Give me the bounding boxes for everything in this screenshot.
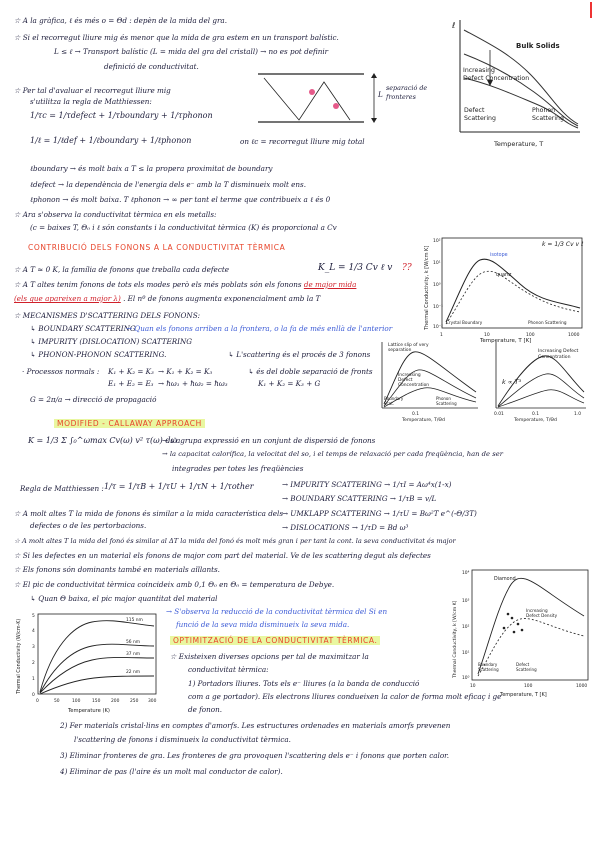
fig-top-defect-conc: Defect Concentration bbox=[463, 75, 530, 82]
lower-line-7b: funció de la seva mida disminueix la seva mida. bbox=[176, 620, 350, 629]
fig-mid-tick-x-1: 10 bbox=[484, 333, 490, 338]
figure-diamond bbox=[448, 566, 592, 700]
intro-line-4: definició de conductivitat. bbox=[104, 62, 199, 71]
fig-top-defect-scat-1: Defect bbox=[464, 107, 485, 114]
umklapp-note: ↳ és del doble separació de fronts bbox=[248, 367, 373, 376]
fig-s1-top-2: separation bbox=[388, 348, 412, 353]
g-definition: G = 2π/a → direcció de propagació bbox=[30, 395, 157, 404]
fig-mid-phonon: Phonon Scattering bbox=[528, 320, 567, 325]
fig-si-ylabel: Thermal Conductivity (W/cm-K) bbox=[17, 618, 22, 694]
option-4: 4) Eliminar de pas (l'aire és un molt mal conductor de calor). bbox=[60, 767, 283, 776]
fig-mid-tick-y-4: 10⁻² bbox=[433, 325, 443, 330]
figure-bulk-solids bbox=[450, 14, 584, 150]
lower-line-4: ☆ Els fonons són dominants també en materials aïllants. bbox=[14, 565, 220, 574]
fig-mid-tick-x-3: 1000 bbox=[568, 333, 580, 338]
fig-s2-tick-2: 0.1 bbox=[532, 412, 539, 417]
fig-mid-tick-y-2: 10⁰ bbox=[433, 283, 441, 288]
fig-s1-pscat-2: Scattering bbox=[436, 401, 457, 406]
fig-si-label-1: 56 nm bbox=[126, 640, 141, 645]
fig-diamond-d-2: Scattering bbox=[516, 667, 537, 672]
fig-si-label-3: 22 nm bbox=[126, 670, 141, 675]
fig-diamond-b-2: Scattering bbox=[478, 667, 499, 672]
phonon-intro-2: (c = baixes T, Θ₀ i ℓ són constants i la conductivitat tèrmica (K) és proporcional a Cv bbox=[30, 223, 337, 232]
mechanism-phonon-phonon: ↳ PHONON-PHONON SCATTERING. bbox=[30, 350, 167, 359]
fig-si-xlabel: Temperature (K) bbox=[68, 708, 110, 714]
fig-mid-ylabel: Thermal Conductivity, k [W/cm K] bbox=[424, 245, 430, 330]
fig-si-label-2: 37 nm bbox=[126, 652, 141, 657]
fig-mid-formula: k = 1/3 Cv v ℓ bbox=[542, 241, 584, 248]
fig-diamond-tick-y-0: 10⁴ bbox=[462, 571, 470, 576]
figure-si-nanowires bbox=[12, 608, 162, 716]
option-1c: de fonon. bbox=[188, 705, 222, 714]
fig-si-tick-x-4: 200 bbox=[111, 699, 120, 704]
phonon-intro-1: ☆ Ara s'observa la conductivitat tèrmica en els metalls: bbox=[14, 210, 217, 219]
normal-eq-2: E₁ + E₂ = E₃ bbox=[108, 379, 154, 388]
fig-top-increasing: Increasing bbox=[463, 67, 495, 74]
callaway-note-2: → la capacitat calorífica, la velocitat del so, i el temps de relaxació per cada freqüència, han de ser bbox=[162, 450, 503, 458]
mechanism-boundary: ↳ BOUNDARY SCATTERING bbox=[30, 324, 136, 333]
kl-formula: K_L = 1/3 Cv ℓ v bbox=[318, 263, 393, 273]
fig-si-tick-x-1: 50 bbox=[54, 699, 60, 704]
fig-s1-xlabel: Temperature, T/Θd bbox=[402, 418, 445, 422]
fig-si-tick-x-3: 150 bbox=[92, 699, 101, 704]
defect-note: ℓdefect → la dependència de l'energia dels e⁻ amb la T disminueix molt ens. bbox=[30, 180, 307, 189]
heading-callaway: MODIFIED - CALLAWAY APPROACH bbox=[54, 419, 205, 428]
fig-diamond-tick-x-1: 100 bbox=[524, 684, 533, 689]
fig-si-tick-y-3: 3 bbox=[32, 645, 35, 650]
fig-diamond-tick-y-4: 10⁰ bbox=[462, 676, 470, 681]
boundary-note: ℓboundary → és molt baix a T ≤ la propera proximitat de boundary bbox=[30, 164, 273, 173]
fig-diamond-b-1: Boundary bbox=[478, 662, 498, 667]
fig-s2-xlabel: Temperature, T/Θd bbox=[514, 418, 557, 422]
section2-line-2a: ☆ A T altes tenim fonons de tots els modes però els més poblats són els fonons bbox=[14, 280, 302, 289]
fig-s1-bscat: Boundary bbox=[384, 396, 404, 401]
fig-mid-boundary: Crystal Boundary bbox=[446, 320, 483, 325]
matthiessen-rule: 1/τ = 1/τB + 1/τU + 1/τN + 1/τother bbox=[104, 482, 254, 491]
matthiessen-l-formula: 1/ℓ = 1/ℓdef + 1/ℓboundary + 1/ℓphonon bbox=[30, 136, 192, 145]
scatter-dislocations: → DISLOCATIONS → 1/τD = Bd ω³ bbox=[282, 523, 409, 532]
heading-phonon-contribution: CONTRIBUCIÓ DELS FONONS A LA CONDUCTIVITAT TÈRMICA bbox=[28, 243, 286, 252]
question-marks: ?? bbox=[402, 263, 412, 273]
mechanism-impurity: ↳ IMPURITY (DISLOCATION) SCATTERING bbox=[30, 337, 193, 346]
reflection-L-label: L bbox=[378, 90, 383, 99]
fig-s2-label-1: Increasing Defect bbox=[538, 349, 579, 354]
lower-line-6: ↳ Quan Θ baixa, el pic major quantitat del material bbox=[30, 594, 218, 603]
fig-top-ylabel: ℓ bbox=[452, 21, 456, 30]
fig-si-tick-y-0: 0 bbox=[32, 693, 35, 698]
fig-si-tick-x-2: 100 bbox=[72, 699, 81, 704]
callaway-note-3: integrades per totes les freqüències bbox=[172, 464, 304, 473]
fig-diamond-xlabel: Temperature, T [K] bbox=[500, 692, 547, 698]
section2-line-3b: . El nº de fonons augmenta exponencialment amb la T bbox=[123, 294, 321, 303]
fig-si-tick-y-2: 2 bbox=[32, 661, 35, 666]
figure-conductivity-mid bbox=[420, 232, 590, 346]
fig-mid-tick-y-3: 10⁻¹ bbox=[433, 305, 443, 310]
mechanism-pp-note: ↳ L'scattering és el procés de 3 fonons bbox=[228, 350, 371, 359]
fig-si-tick-y-4: 4 bbox=[32, 629, 35, 634]
fig-diamond-tick-y-1: 10³ bbox=[462, 599, 470, 604]
section2-line-2 bbox=[14, 280, 356, 289]
fig-s2-label-2: Concentration bbox=[538, 355, 571, 360]
intro-line-2: ☆ Si el recorregut lliure mig és menor que la mida de gra estem en un transport balístic. bbox=[14, 33, 339, 42]
option-2b: l'scattering de fonons i disminueix la conductivitat tèrmica. bbox=[74, 735, 291, 744]
phonon-note: ℓphonon → és molt baixa. T ℓphonon → ∞ per tant el terme que contribueix a ℓ és 0 bbox=[30, 195, 331, 204]
figure-small-1 bbox=[372, 338, 482, 422]
lower-line-1: ☆ A molt altes T la mida de fonons és similar a la mida característica dels bbox=[14, 509, 284, 518]
fig-top-phonon-scat-2: Scattering bbox=[532, 115, 564, 122]
fig-mid-tick-x-2: 100 bbox=[526, 333, 535, 338]
fig-diamond-tick-x-2: 1000 bbox=[576, 684, 588, 689]
fig-top-xlabel: Temperature, T bbox=[494, 140, 544, 148]
lower-line-7: → S'observa la reducció de la conductivitat tèrmica del Si en bbox=[166, 607, 388, 616]
fig-s1-low-2: Defect bbox=[398, 378, 413, 383]
mechanisms-title: ☆ MECANISMES D'SCATTERING DELS FONONS: bbox=[14, 311, 201, 320]
fig-s1-pscat: Phonon bbox=[436, 396, 451, 401]
section2-line-3 bbox=[14, 294, 320, 303]
intro-line-3: L ≤ ℓ → Transport balístic (L = mida del gra del cristall) → no es pot definir bbox=[54, 47, 329, 56]
scatter-umklapp: → UMKLAPP SCATTERING → 1/τU = Bω²T e^(-Θ/3T) bbox=[282, 509, 477, 518]
fig-si-label-0: 115 nm bbox=[126, 618, 143, 623]
normal-arrow: → K₁ + K₂ = K₃ bbox=[158, 367, 213, 376]
matthiessen-intro-2: s'utilitza la regla de Matthiessen: bbox=[30, 97, 152, 106]
fig-si-tick-y-1: 1 bbox=[32, 677, 35, 682]
lower-line-1b: defectes o de les pertorbacions. bbox=[30, 521, 147, 530]
normal-arrow-2: → ħω₁ + ħω₂ = ħω₃ bbox=[158, 379, 228, 388]
section2-line-1: ☆ A T ≈ 0 K, la família de fonons que treballa cada defecte bbox=[14, 265, 229, 274]
matthiessen-rule-label: Regla de Matthiessen : bbox=[20, 484, 104, 493]
fig-s2-formula: k ∝ T³ bbox=[502, 378, 522, 386]
fig-si-tick-y-5: 5 bbox=[32, 614, 35, 619]
fig-s2-tick-3: 1.0 bbox=[574, 412, 581, 417]
fig-top-title: Bulk Solids bbox=[516, 42, 560, 50]
intro-line-1: ☆ A la gràfica, ℓ és més o = Θd : depèn de la mida del gra. bbox=[14, 16, 227, 25]
matthiessen-intro: ☆ Per tal d'avaluar el recorregut lliure mig bbox=[14, 86, 171, 95]
fig-diamond-tick-x-0: 10 bbox=[470, 684, 476, 689]
page-edge-mark bbox=[590, 2, 592, 18]
fig-diamond-label: Diamond bbox=[494, 577, 516, 582]
fig-mid-tick-x-0: 1 bbox=[440, 333, 443, 338]
fig-mid-quartz: quartz bbox=[496, 273, 512, 278]
scatter-boundary: → BOUNDARY SCATTERING → 1/τB = v/L bbox=[282, 494, 437, 503]
scatter-impurity: → IMPURITY SCATTERING → 1/τI = Aω⁴x(1-x) bbox=[282, 480, 452, 489]
option-3: 3) Eliminar fronteres de gra. Les fronteres de gra provoquen l'scattering dels e⁻ i fonons que porten calor. bbox=[60, 751, 450, 760]
fig-mid-xlabel: Temperature, T [K] bbox=[480, 338, 532, 344]
fig-top-phonon-scat-1: Phonon bbox=[532, 107, 556, 114]
fig-diamond-inc-2: Defect Density bbox=[526, 613, 558, 618]
option-1b: com a ge portador). Els electrons lliures condueixen la calor de forma molt eficaç i ge bbox=[188, 692, 502, 701]
lower-line-2: ☆ A molt altes T la mida del fonó és similar al ΔT la mida del fonó és molt més gran i per tant la cont. la seva conductivitat és major bbox=[14, 537, 456, 545]
mechanism-boundary-note: → Quan els fonons arriben a la frontera, o la fa de més enllà de l'anterior bbox=[126, 324, 393, 333]
matthiessen-tau-formula: 1/τc = 1/τdefect + 1/τboundary + 1/τphonon bbox=[30, 111, 213, 120]
fig-top-defect-scat-2: Scattering bbox=[464, 115, 496, 122]
fig-mid-tick-y-1: 10¹ bbox=[433, 261, 441, 266]
optimization-intro-b: conductivitat tèrmica: bbox=[188, 665, 269, 674]
fig-s1-low-3: Concentration bbox=[398, 383, 430, 388]
figure-small-2 bbox=[486, 338, 590, 422]
normal-processes: · Processos normals : bbox=[22, 367, 100, 376]
fig-s1-tick: 0.1 bbox=[412, 412, 419, 417]
fig-s1-low-1: Increasing bbox=[398, 373, 421, 378]
fig-diamond-inc-1: Increasing bbox=[526, 608, 548, 613]
callaway-note-1: → s'agrupa expressió en un conjunt de dispersió de fonons bbox=[162, 436, 376, 445]
heading-optimization: OPTIMITZACIÓ DE LA CONDUCTIVITAT TÈRMICA. bbox=[170, 636, 380, 645]
fig-diamond-d-1: Defect bbox=[516, 662, 530, 667]
callaway-formula: K = 1/3 Σ ∫₀^ωmax Cv(ω) v² τ(ω) dω bbox=[28, 436, 177, 445]
separation-label: separació de fronteres bbox=[386, 84, 428, 101]
optimization-intro: ☆ Existeixen diverses opcions per tal de maximitzar la bbox=[170, 652, 369, 661]
normal-eq: K₁ + K₂ = K₃ bbox=[108, 367, 154, 376]
fig-s1-bscat-2: Scat. bbox=[384, 401, 395, 406]
fig-diamond-tick-y-2: 10² bbox=[462, 625, 470, 630]
fig-s2-tick-1: 0.01 bbox=[494, 412, 504, 417]
lower-line-3: ☆ Si les defectes en un material els fonons de major com part del material. Ve de les scattering degut als defectes bbox=[14, 551, 431, 560]
section2-line-2b: de major mida bbox=[303, 280, 357, 289]
matthiessen-on: on ℓc = recorregut lliure mig total bbox=[240, 137, 365, 146]
fig-si-tick-x-0: 0 bbox=[36, 699, 39, 704]
section2-line-3a: (els que apareixen a major λ) bbox=[14, 294, 121, 303]
option-2: 2) Fer materials cristal·lins en comptes d'amorfs. Les estructures ordenades en materials amorfs prevenen bbox=[60, 721, 451, 730]
option-1: 1) Portadors lliures. Tots els e⁻ lliures (a la banda de conducció bbox=[188, 679, 420, 688]
fig-si-tick-x-6: 300 bbox=[148, 699, 157, 704]
fig-mid-tick-y-0: 10² bbox=[433, 239, 441, 244]
umklapp-eq: K₁ + K₂ = K₃ + G bbox=[258, 379, 321, 388]
fig-s1-top-1: Lattice slip of very bbox=[388, 343, 429, 348]
lower-line-5: ☆ El pic de conductivitat tèrmica coincideix amb 0,1 Θ₀ en Θ₀ = temperatura de Debye. bbox=[14, 580, 335, 589]
fig-si-tick-x-5: 250 bbox=[130, 699, 139, 704]
fig-diamond-ylabel: Thermal Conductivity, k [W/cm K] bbox=[453, 600, 458, 678]
fig-mid-isotope: isotope bbox=[490, 253, 508, 258]
fig-diamond-tick-y-3: 10¹ bbox=[462, 651, 470, 656]
